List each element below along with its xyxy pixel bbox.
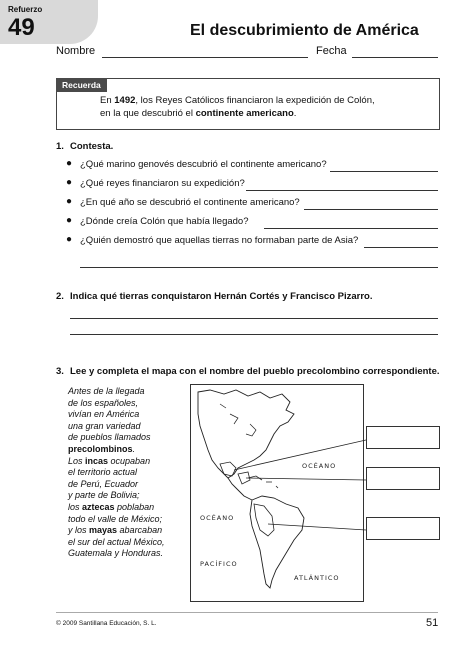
- q2-answer-line-2[interactable]: [70, 334, 438, 335]
- q1-number: 1.: [56, 141, 64, 152]
- para-part: abarcaban: [117, 525, 163, 536]
- map-answer-box-1[interactable]: [366, 426, 440, 449]
- para-part: y los: [68, 525, 90, 536]
- q2-number: 2.: [56, 291, 64, 302]
- map-answer-box-2[interactable]: [366, 467, 440, 490]
- para-line: el territorio actual: [68, 467, 138, 478]
- date-label: Fecha: [316, 45, 347, 57]
- q1-item-5: ¿Quién demostró que aquellas tierras no formaban parte de Asia?: [80, 235, 359, 246]
- recuerda-bold: continente americano: [195, 108, 294, 119]
- para-line: de pueblos llamados: [68, 432, 151, 443]
- q2-prompt: Indica qué tierras conquistaron Hernán Cortés y Francisco Pizarro.: [70, 291, 373, 302]
- recuerda-year: 1492: [114, 95, 136, 106]
- q1-answer-3[interactable]: [304, 209, 438, 210]
- para-line: y parte de Bolivia;: [68, 490, 140, 501]
- para-bold: incas: [85, 455, 109, 466]
- bullet-icon: ●: [66, 215, 73, 226]
- para-part: Los: [68, 455, 86, 466]
- q3-reading-paragraph: [68, 386, 186, 560]
- para-line: [68, 525, 186, 537]
- map-answer-box-3[interactable]: [366, 517, 440, 540]
- worksheet-number: 49: [8, 14, 35, 41]
- map-label-atlantico: ATLÁNTICO: [294, 574, 340, 582]
- para-line: Antes de la llegada: [68, 386, 145, 396]
- recuerda-text-part: En: [100, 95, 115, 106]
- bullet-icon: ●: [66, 196, 73, 207]
- q1-answer-5-extra[interactable]: [80, 267, 438, 268]
- para-line: [68, 502, 186, 514]
- para-line: el sur del actual México,: [68, 536, 165, 547]
- copyright: © 2009 Santillana Educación, S. L.: [56, 620, 157, 627]
- name-label: Nombre: [56, 45, 96, 57]
- para-line: todo el valle de México;: [68, 513, 163, 524]
- q1-item-4: ¿Dónde creía Colón que había llegado?: [80, 216, 249, 227]
- para-bold: precolombinos: [68, 443, 133, 454]
- map-label-ocean-1: OCÉANO: [302, 462, 337, 470]
- recuerda-text-part: , los Reyes Católicos financiaron la expedición de Colón,: [135, 95, 375, 106]
- q1-item-3: ¿En qué año se descubrió el continente americano?: [80, 197, 300, 208]
- q1-item-2: ¿Qué reyes financiaron su expedición?: [80, 178, 245, 189]
- para-bold: aztecas: [82, 501, 115, 512]
- para-part: .: [132, 443, 136, 454]
- para-part: los: [68, 501, 83, 512]
- q1-prompt: Contesta.: [70, 141, 114, 152]
- para-line: vivían en América: [68, 409, 140, 420]
- page-number: 51: [426, 617, 439, 629]
- para-part: poblaban: [114, 501, 155, 512]
- para-bold: mayas: [89, 525, 118, 536]
- bullet-icon: ●: [66, 234, 73, 245]
- recuerda-text-part: en la que descubrió el: [100, 108, 196, 119]
- map-label-ocean-2: OCÉANO: [200, 514, 235, 522]
- q3-number: 3.: [56, 366, 64, 377]
- para-line: una gran variedad: [68, 420, 141, 431]
- para-line: [68, 456, 186, 468]
- q1-answer-1[interactable]: [330, 171, 438, 172]
- tab-label: Refuerzo: [8, 5, 43, 14]
- para-line: [68, 444, 186, 456]
- para-line: de los españoles,: [68, 397, 139, 408]
- q1-answer-4[interactable]: [264, 228, 438, 229]
- recuerda-text: [100, 94, 430, 120]
- recuerda-tag: Recuerda: [56, 78, 107, 92]
- q1-answer-2[interactable]: [246, 190, 438, 191]
- q3-prompt: Lee y completa el mapa con el nombre del pueblo precolombino correspondiente.: [70, 366, 440, 377]
- map-label-pacifico: PACÍFICO: [200, 560, 238, 568]
- americas-map: [190, 384, 366, 604]
- para-part: ocupaban: [108, 455, 151, 466]
- q1-item-1: ¿Qué marino genovés descubrió el continente americano?: [80, 159, 327, 170]
- page-title: El descubrimiento de América: [190, 22, 419, 39]
- q2-answer-line-1[interactable]: [70, 318, 438, 319]
- footer-divider: [56, 612, 438, 613]
- bullet-icon: ●: [66, 158, 73, 169]
- q1-answer-5[interactable]: [364, 247, 438, 248]
- name-field[interactable]: [102, 57, 308, 58]
- para-line: Guatemala y Honduras.: [68, 548, 164, 559]
- recuerda-text-part: .: [293, 108, 297, 119]
- date-field[interactable]: [352, 57, 438, 58]
- bullet-icon: ●: [66, 177, 73, 188]
- para-line: de Perú, Ecuador: [68, 478, 139, 489]
